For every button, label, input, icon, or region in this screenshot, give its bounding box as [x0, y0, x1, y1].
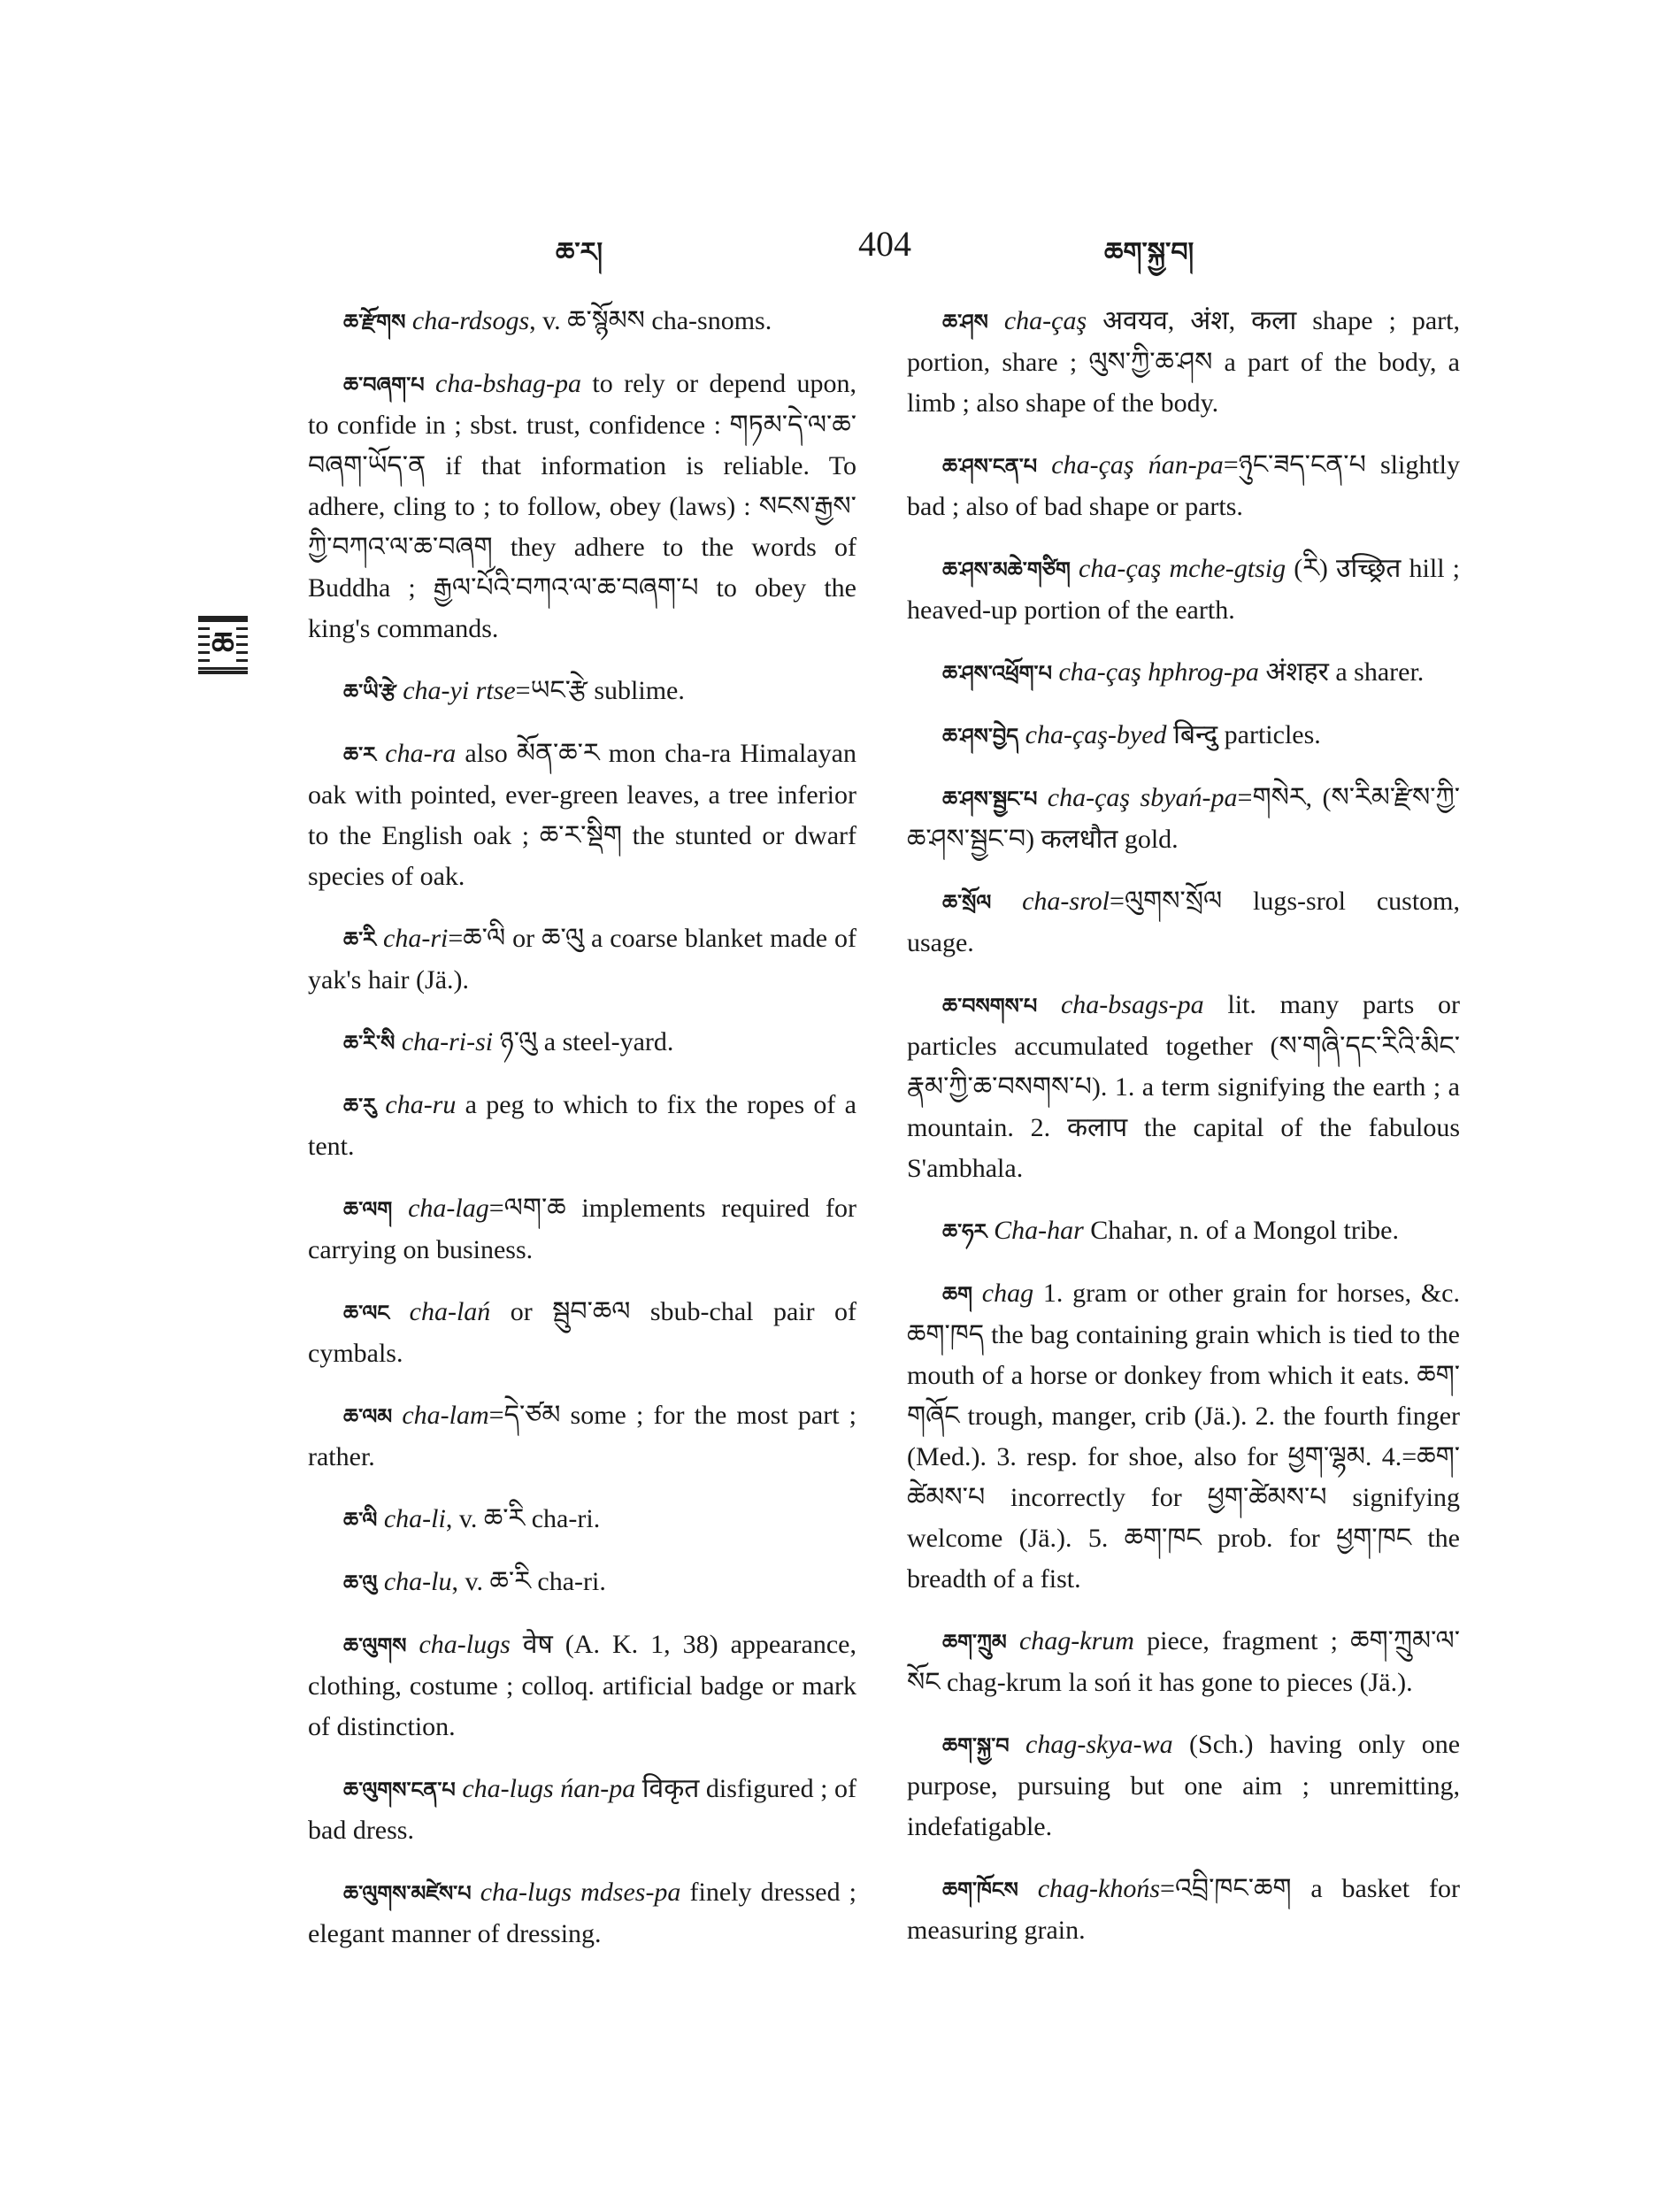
- entry-headword: ཆ་ལང: [343, 1301, 390, 1325]
- dictionary-entry: [907, 1724, 1460, 1847]
- left-column: [308, 301, 856, 1976]
- entry-headword: ཆ་ལུགས་མཛེས་པ: [343, 1881, 472, 1906]
- dictionary-entry: [308, 1188, 856, 1271]
- dictionary-entry: [308, 1085, 856, 1167]
- entry-headword: ཆ་ཧར: [942, 1219, 987, 1244]
- entry-definition: =ཡང་རྩེ sublime.: [515, 676, 685, 705]
- entry-headword: ཆ་ཡི་རྩེ: [343, 680, 396, 704]
- entry-transliteration: chag-skya-wa: [1025, 1730, 1173, 1759]
- entry-transliteration: cha-ri: [383, 924, 449, 953]
- entry-headword: ཆ་ཤས: [942, 310, 988, 334]
- entry-definition: =འབྲི་ཁང་ཆག a basket for measuring grain.: [907, 1874, 1460, 1945]
- entry-definition: , v. ཆ་སྙོམས cha-snoms.: [529, 306, 772, 335]
- entry-headword: ཆག་སྐྱ་བ: [942, 1733, 1010, 1758]
- entry-definition: =ཆ་ལི or ཆ་ལུ a coarse blanket made of yak's hair (Jä.).: [308, 924, 856, 995]
- entry-definition: बिन्दु particles.: [1166, 720, 1321, 749]
- entry-headword: ཆ་ལམ: [343, 1404, 393, 1429]
- entry-definition: वेष (A. K. 1, 38) appearance, clothing, costume ; colloq. artificial badge or mark of distinction.: [308, 1630, 856, 1741]
- dictionary-entry: [308, 1022, 856, 1064]
- entry-definition: piece, fragment ; ཆག་ཀྲུམ་ལ་སོང chag-krum la soń it has gone to pieces (Jä.).: [907, 1626, 1460, 1697]
- running-head-left: ཆ་ར།: [556, 237, 603, 268]
- entry-definition: (རི) उच्छ्रित hill ; heaved-up portion of the earth.: [907, 554, 1461, 625]
- entry-headword: ཆག་ཁོངས: [942, 1878, 1018, 1902]
- entry-transliteration: cha-lu: [383, 1567, 452, 1596]
- dictionary-entry: [308, 1624, 856, 1747]
- entry-definition: also མོན་ཆ་ར mon cha-ra Himalayan oak with pointed, ever-green leaves, a tree inferior to the English oak ; ཆ་ར་སྡིག the stunted or dwarf species of oak.: [308, 739, 856, 891]
- entry-headword: ཆག: [942, 1282, 972, 1307]
- dictionary-entry: [308, 733, 856, 897]
- thumb-index-letter: ཆ: [211, 626, 234, 663]
- entry-headword: ཆ་ར: [343, 742, 377, 767]
- entry-transliteration: cha-bshag-pa: [435, 369, 582, 398]
- dictionary-entry: [308, 301, 856, 342]
- dictionary-entry: [308, 1562, 856, 1603]
- entry-transliteration: cha-bsags-pa: [1060, 990, 1204, 1019]
- entry-transliteration: cha-rdsogs: [411, 306, 530, 335]
- entry-transliteration: cha-çaş-byed: [1025, 720, 1167, 749]
- entry-headword: ཆག་ཀྲུམ: [942, 1630, 1007, 1655]
- entry-transliteration: cha-lugs: [419, 1630, 511, 1659]
- entry-definition: a peg to which to fix the ropes of a tent.: [308, 1090, 856, 1161]
- entry-transliteration: chag: [981, 1279, 1034, 1308]
- entry-headword: ཆ་རྫོགས: [343, 310, 406, 334]
- entry-definition: finely dressed ; elegant manner of dressing.: [308, 1878, 856, 1948]
- running-head-right: ཆག་སྐྱ་བ།: [1104, 237, 1194, 268]
- dictionary-entry: [907, 1869, 1460, 1951]
- entry-headword: ཆ་རི: [343, 927, 377, 952]
- dictionary-entry: [907, 881, 1460, 964]
- entry-headword: ཆ་ལུ: [343, 1571, 378, 1595]
- dictionary-entry: [907, 715, 1460, 757]
- entry-transliteration: cha-yi rtse: [403, 676, 516, 705]
- entry-transliteration: Cha-har: [994, 1216, 1084, 1245]
- entry-definition: =ལག་ཆ implements required for carrying on business.: [308, 1194, 856, 1264]
- dictionary-entry: [308, 1395, 856, 1478]
- entry-headword: ཆ་རི་སི: [343, 1031, 396, 1056]
- entry-definition: Chahar, n. of a Mongol tribe.: [1083, 1216, 1399, 1245]
- entry-headword: ཆ་ཤས་བྱེད: [942, 724, 1019, 749]
- entry-transliteration: cha-lam: [402, 1401, 489, 1430]
- entry-definition: , v. ཆ་རི cha-ri.: [445, 1504, 601, 1533]
- dictionary-entry: [907, 778, 1460, 860]
- dictionary-entry: [308, 1499, 856, 1540]
- entry-transliteration: cha-ri-si: [401, 1027, 494, 1056]
- entry-headword: ཆ་ལུགས་ངན་པ: [343, 1778, 456, 1802]
- entry-headword: ཆ་ཤས་འཕྲོག་པ: [942, 661, 1052, 686]
- page-number: 404: [858, 224, 911, 264]
- entry-transliteration: cha-çaş ńan-pa: [1051, 450, 1224, 480]
- entry-definition: =གསེར, (ས་རིམ་རྫིས་ཀྱི་ཆ་ཤས་སྦྱང་བ) कलधौत gold.: [907, 783, 1461, 854]
- entry-transliteration: chag-krum: [1018, 1626, 1134, 1655]
- dictionary-entry: [907, 445, 1460, 527]
- entry-definition: to rely or depend upon, to confide in ; sbst. trust, confidence : གཏམ་དེ་ལ་ཆ་བཞག་ཡོད་ན if that information is reliable. To adhere, cling to ; to follow, obey (laws) : སངས་རྒྱས་ཀྱི་བཀའ་ལ་ཆ་བཞག they adhere to the words of Buddha ; རྒྱལ་པོའི་བཀའ་ལ་ཆ་བཞག་པ to obey the king's commands.: [308, 369, 857, 643]
- entry-headword: ཆ་ལུགས: [343, 1633, 407, 1658]
- entry-transliteration: cha-ru: [385, 1090, 457, 1119]
- entry-definition: lit. many parts or particles accumulated together (ས་གཞི་དང་རིའི་མིང་རྣམ་ཀྱི་ཆ་བསགས་པ). 1. a term signifying the earth ; a mountain. 2. कलाप the capital of the fabulous S'ambhala.: [907, 990, 1460, 1183]
- entry-headword: ཆ་ཤས་ངན་པ: [942, 454, 1038, 479]
- dictionary-entry: [308, 1769, 856, 1851]
- dictionary-entry: [308, 364, 856, 649]
- dictionary-entry: [907, 1273, 1460, 1600]
- dictionary-entry: [308, 918, 856, 1001]
- entry-headword: ཆ་སྲོལ: [942, 890, 992, 915]
- dictionary-entry: [308, 1292, 856, 1374]
- entry-transliteration: chag-khońs: [1037, 1874, 1161, 1903]
- entry-transliteration: cha-ra: [385, 739, 457, 768]
- entry-transliteration: cha-lugs ńan-pa: [462, 1774, 636, 1803]
- entry-definition: ཉ་ལུ a steel-yard.: [493, 1027, 674, 1056]
- entry-headword: ཆ་བསགས་པ: [942, 994, 1038, 1018]
- entry-definition: or སྦུབ་ཆལ sbub-chal pair of cymbals.: [308, 1297, 857, 1368]
- entry-transliteration: cha-lań: [409, 1297, 491, 1326]
- thumb-index-tab: [198, 616, 248, 674]
- entry-definition: , v. ཆ་རི cha-ri.: [451, 1567, 606, 1596]
- dictionary-entry: [907, 301, 1460, 424]
- dictionary-entry: [907, 549, 1460, 631]
- entry-definition: विकृत disfigured ; of bad dress.: [308, 1774, 857, 1845]
- dictionary-entry: [907, 1210, 1460, 1252]
- entry-transliteration: cha-lag: [408, 1194, 489, 1223]
- entry-headword: ཆ་ཤས་སྦྱང་པ: [942, 787, 1038, 811]
- entry-transliteration: cha-çaş: [1003, 306, 1087, 335]
- entry-transliteration: cha-çaş sbyań-pa: [1047, 783, 1238, 812]
- entry-definition: =ཉུང་ཟད་ངན་པ slightly bad ; also of bad shape or parts.: [907, 450, 1460, 521]
- dictionary-entry: [308, 671, 856, 712]
- entry-headword: ཆ་རུ: [343, 1094, 377, 1118]
- entry-headword: ཆ་ལག: [343, 1197, 393, 1222]
- entry-definition: अवयव, अंश, कला shape ; part, portion, share ; ལུས་ཀྱི་ཆ་ཤས a part of the body, a limb ; also shape of the body.: [907, 306, 1461, 418]
- entry-headword: ཆ་ལི: [343, 1508, 378, 1532]
- entry-definition: =ལུགས་སྲོལ lugs-srol custom, usage.: [907, 887, 1461, 957]
- entry-definition: अंशहर a sharer.: [1258, 657, 1425, 687]
- entry-transliteration: cha-li: [383, 1504, 446, 1533]
- entry-transliteration: cha-çaş mche-gtsig: [1079, 554, 1286, 583]
- dictionary-entry: [907, 985, 1460, 1189]
- entry-transliteration: cha-srol: [1022, 887, 1110, 916]
- entry-transliteration: cha-lugs mdses-pa: [480, 1878, 681, 1907]
- running-head: [310, 223, 1398, 276]
- dictionary-entry: [308, 1872, 856, 1955]
- dictionary-entry: [907, 1621, 1460, 1703]
- entry-headword: ཆ་ཤས་མཆེ་གཙིག: [942, 557, 1071, 582]
- right-column: [907, 301, 1460, 1972]
- entry-definition: 1. gram or other grain for horses, &c. ཆག་ཁད the bag containing grain which is tied to the mouth of a horse or donkey from which it eats. ཆག་གཞོང trough, manger, crib (Jä.). 2. the fourth finger (Med.). 3. resp. for shoe, also for ཕྱག་ལྷམ. 4.=ཆག་ཚེམས་པ incorrectly for ཕྱག་ཚེམས་པ signifying welcome (Jä.). 5. ཆག་ཁང prob. for ཕྱག་ཁང the breadth of a fist.: [907, 1279, 1461, 1594]
- dictionary-entry: [907, 652, 1460, 694]
- entry-headword: ཆ་བཞག་པ: [343, 373, 425, 397]
- entry-definition: =དེ་ཙམ some ; for the most part ; rather.: [308, 1401, 857, 1471]
- entry-transliteration: cha-çaş hphrog-pa: [1058, 657, 1259, 687]
- entry-definition: (Sch.) having only one purpose, pursuing but one aim ; unremitting, indefatigable.: [907, 1730, 1461, 1841]
